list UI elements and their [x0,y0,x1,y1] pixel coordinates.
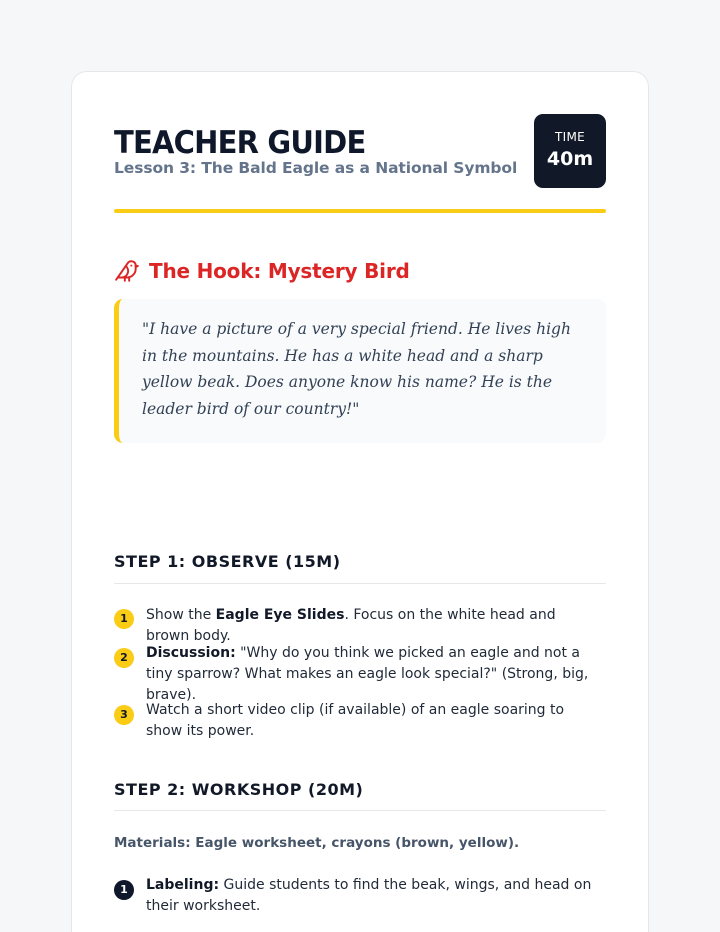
header-divider [114,209,606,213]
step1-divider [114,583,606,584]
hook-heading [114,256,410,286]
teacher-guide-card [71,71,649,932]
step-number-badge: 3 [114,705,134,725]
time-badge [534,114,606,188]
step1-heading: STEP 1: OBSERVE (15M) [114,552,341,571]
hook-quote-text: "I have a picture of a very special friend. He lives high in the mountains. He has a white head and a sharp yellow beak. Does anyone know his name? He is the leader bird of our country!" [142,320,571,418]
page-title: TEACHER GUIDE [114,124,366,161]
list-item-text: Discussion: "Why do you think we picked an eagle and not a tiny sparrow? What makes an eagle look special?" (Strong, big, brave). [146,645,589,703]
step2-heading: STEP 2: WORKSHOP (20M) [114,780,364,799]
step2-divider [114,810,606,811]
step-number-badge: 1 [114,880,134,900]
step-number-badge: 1 [114,609,134,629]
list-item-text: Watch a short video clip (if available) of an eagle soaring to show its power. [146,702,565,739]
hook-quote-block [114,299,606,443]
time-value: 40m [546,148,594,170]
list-item-text: Show the Eagle Eye Slides. Focus on the white head and brown body. [146,607,556,644]
lesson-subtitle: Lesson 3: The Bald Eagle as a National Symbol [114,159,518,177]
hook-title: The Hook: Mystery Bird [149,259,410,283]
list-item-text: Labeling: Guide students to find the beak, wings, and head on their worksheet. [146,877,592,914]
bird-icon [114,258,140,284]
step-number-badge: 2 [114,648,134,668]
materials-text: Materials: Eagle worksheet, crayons (brown, yellow). [114,835,520,851]
time-label: TIME [554,130,585,144]
